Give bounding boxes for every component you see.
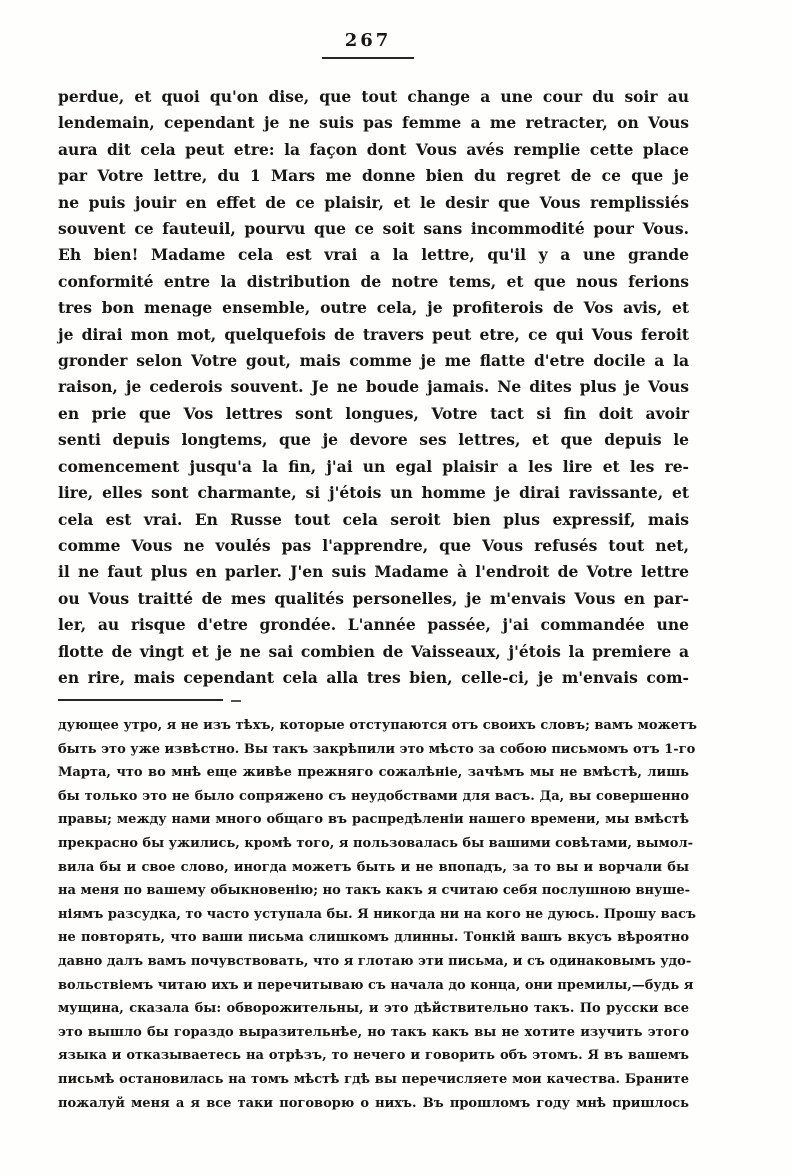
text-line: en rire, mais cependant cela alla tres bien, celle-ci, je m'envais com-: [58, 667, 689, 687]
footnote-line: мущина, сказала бы: обворожительны, и это дѣйствительно такъ. По русски все: [58, 1001, 689, 1017]
footnote-line: на меня по вашему обыкновенію; но такъ какъ я считаю себя послушною внуше-: [58, 883, 690, 899]
text-line: aura dit cela peut etre: la façon dont Vous avés remplie cette place: [58, 139, 689, 159]
text-line: comencement jusqu'a la fin, j'ai un egal plaisir a les lire et les re-: [58, 456, 689, 476]
footnote-separator-rule: [58, 699, 223, 701]
text-line: en prie que Vos lettres sont longues, Votre tact si fin doit avoir: [58, 403, 689, 423]
footnote-line: бы только это не было сопряжено съ неудобствами для васъ. Да, вы совершенно: [58, 788, 689, 804]
footnote-line: ніямъ разсудка, то часто уступала бы. Я никогда ни на кого не дуюсь. Прошу васъ: [58, 906, 696, 922]
main-text-block: [58, 84, 689, 691]
text-line: ou Vous traitté de mes qualités personelles, je m'envais Vous en par-: [58, 588, 689, 608]
footnote-line: не повторять, что ваши письма слишкомъ длинны. Тонкій вашъ вкусъ вѣроятно: [58, 930, 689, 946]
page-number-rule: [322, 57, 414, 59]
footnote-line: пожалуй меня а я все таки поговорю о нихъ. Въ прошломъ году мнѣ пришлось: [58, 1095, 689, 1111]
footnote-line: вольствіемъ читаю ихъ и перечитываю съ начала до конца, они премилы,—будь я: [58, 977, 694, 993]
text-line: je dirai mon mot, quelquefois de travers peut etre, ce qui Vous feroit: [58, 324, 689, 344]
text-line: tres bon menage ensemble, outre cela, je profiterois de Vos avis, et: [58, 298, 689, 318]
text-line: senti depuis longtems, que je devore ses lettres, et que depuis le: [58, 430, 689, 450]
footnote-text-block: [58, 714, 698, 1115]
text-line: Eh bien! Madame cela est vrai a la lettre, qu'il y a une grande: [58, 245, 689, 265]
footnote-line: письмѣ остановилась на томъ мѣстѣ гдѣ вы перечисляете мои качества. Браните: [58, 1071, 689, 1087]
footnote-line: языка и отказываетесь на отрѣзъ, то нечего и говорить объ этомъ. Я въ вашемъ: [58, 1048, 689, 1064]
text-line: lire, elles sont charmante, si j'étois un homme je dirai ravissante, et: [58, 483, 689, 503]
text-line: gronder selon Votre gout, mais comme je me flatte d'etre docile a la: [58, 351, 689, 371]
footnote-line: прекрасно бы ужились, кромѣ того, я пользовалась бы вашими совѣтами, вымол-: [58, 835, 694, 851]
text-line: comme Vous ne voulés pas l'apprendre, que Vous refusés tout net,: [58, 535, 689, 555]
footnote-line: быть это уже извѣстно. Вы такъ закрѣпили это мѣсто за собою письмомъ отъ 1-го: [58, 741, 696, 757]
footnote-line: это вышло бы гораздо выразительнѣе, но такъ какъ вы не хотите изучить этого: [58, 1024, 689, 1040]
footnote-line: дующее утро, я не изъ тѣхъ, которые отступаются отъ своихъ словъ; вамъ можетъ: [58, 718, 698, 733]
text-line: lendemain, cependant je ne suis pas femme a me retracter, on Vous: [58, 113, 689, 133]
footnote-line: вила бы и свое слово, иногда можетъ быть и не впопадъ, за то вы и ворчали бы: [58, 859, 689, 875]
text-line: ler, au risque d'etre grondée. L'année passée, j'ai commandée une: [58, 615, 689, 635]
footnote-line: давно далъ вамъ почувствовать, что я глотаю эти письма, и съ одинаковымъ удо-: [58, 953, 692, 969]
text-line: par Votre lettre, du 1 Mars me donne bien du regret de ce que je: [58, 166, 689, 186]
text-line: ne puis jouir en effet de ce plaisir, et le desir que Vous remplissiés: [58, 192, 689, 212]
text-line: conformité entre la distribution de notre tems, et que nous ferions: [58, 271, 689, 291]
text-line: raison, je cederois souvent. Je ne boude jamais. Ne dites plus je Vous: [58, 377, 689, 397]
page-number: 267: [344, 30, 392, 51]
text-line: flotte de vingt et je ne sai combien de Vaisseaux, j'étois la premiere a: [58, 641, 689, 661]
page-header: [322, 30, 414, 59]
footnote-line: Марта, что во мнѣ еще живѣе прежняго сожалѣніе, зачѣмъ мы не вмѣстѣ, лишь: [58, 765, 689, 781]
text-line: cela est vrai. En Russe tout cela seroit bien plus expressif, mais: [58, 509, 689, 529]
text-line: il ne faut plus en parler. J'en suis Madame à l'endroit de Votre lettre: [58, 562, 689, 582]
text-line: perdue, et quoi qu'on dise, que tout change a une cour du soir au: [58, 87, 689, 106]
footnote-separator-dash: [231, 700, 241, 702]
footnote-line: правы; между нами много общаго въ распредѣленіи нашего времени, мы вмѣстѣ: [58, 812, 689, 828]
text-line: souvent ce fauteuil, pourvu que ce soit sans incommodité pour Vous.: [58, 219, 689, 239]
